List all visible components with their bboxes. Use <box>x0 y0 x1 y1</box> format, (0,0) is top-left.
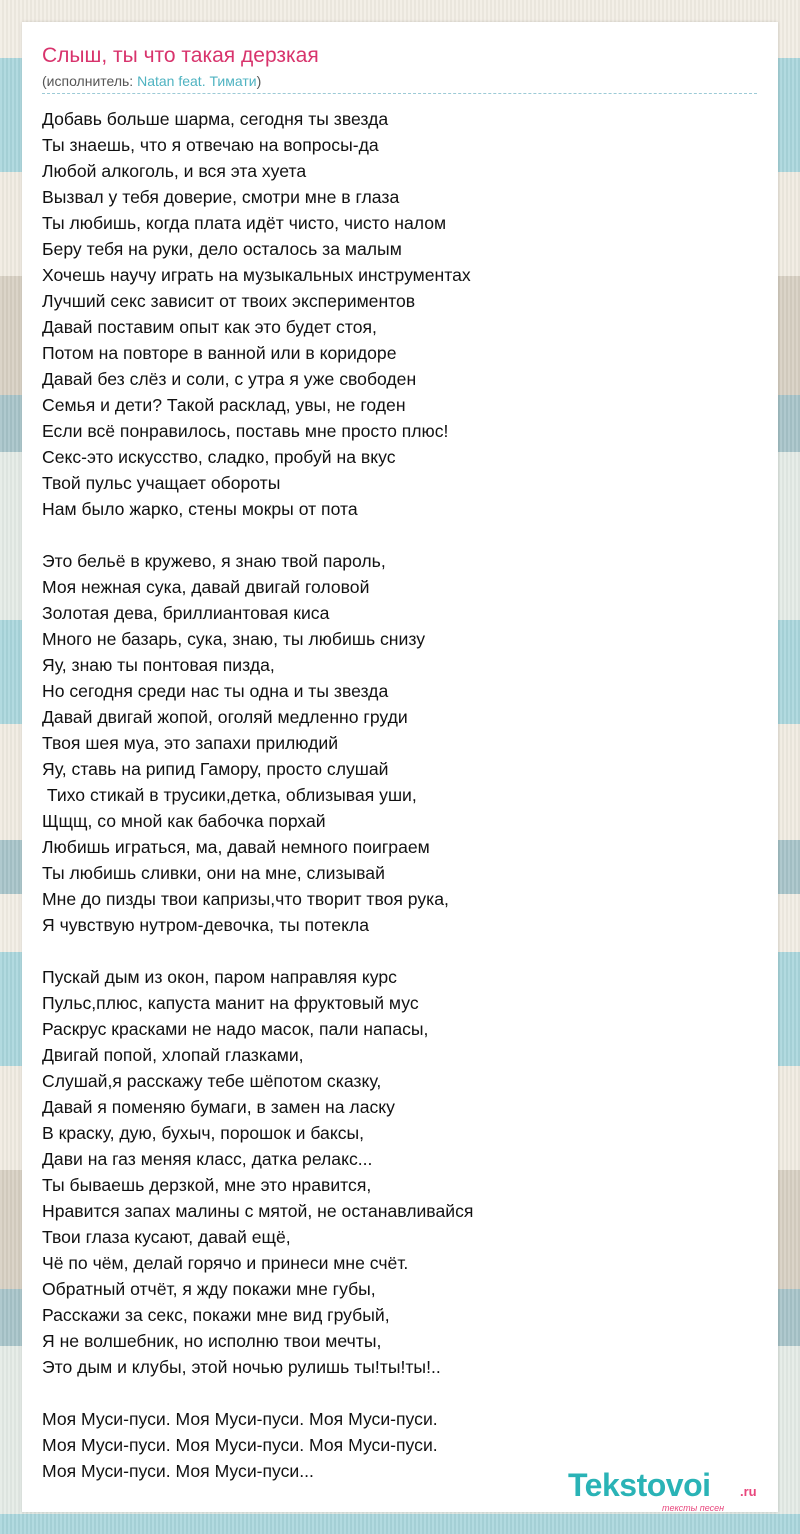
lyrics-text <box>42 106 757 1484</box>
lyric-line: Беру тебя на руки, дело осталось за малым <box>42 239 402 259</box>
lyric-line: Моя Муси-пуси. Моя Муси-пуси. Моя Муси-пуси. <box>42 1435 438 1455</box>
lyric-line: Давай я поменяю бумаги, в замен на ласку <box>42 1097 395 1117</box>
lyric-line: Нам было жарко, стены мокры от пота <box>42 499 358 519</box>
logo-domain: .ru <box>740 1484 757 1499</box>
artist-link[interactable]: Natan feat. Тимати <box>137 73 257 89</box>
lyric-line: Потом на повторе в ванной или в коридоре <box>42 343 397 363</box>
logo-tagline: тексты песен <box>662 1503 725 1513</box>
lyric-line: Двигай попой, хлопай глазками, <box>42 1045 304 1065</box>
lyric-line: Секс-это искусство, сладко, пробуй на вкус <box>42 447 396 467</box>
title-divider <box>42 93 757 94</box>
lyric-line: Яу, ставь на рипид Гамору, просто слушай <box>42 759 389 779</box>
lyric-line: Обратный отчёт, я жду покажи мне губы, <box>42 1279 376 1299</box>
lyric-line: Если всё понравилось, поставь мне просто плюс! <box>42 421 449 441</box>
lyric-line: Щщщ, со мной как бабочка порхай <box>42 811 326 831</box>
stanza-break <box>42 522 757 548</box>
lyric-line: Это дым и клубы, этой ночью рулишь ты!ты!ты!.. <box>42 1357 441 1377</box>
lyric-line: Но сегодня среди нас ты одна и ты звезда <box>42 681 389 701</box>
lyric-line: Я не волшебник, но исполню твои мечты, <box>42 1331 382 1351</box>
lyric-line: В краску, дую, бухыч, порошок и баксы, <box>42 1123 365 1143</box>
lyric-line: Давай двигай жопой, оголяй медленно груди <box>42 707 408 727</box>
lyrics-panel <box>22 22 778 1512</box>
lyric-line: Ты бываешь дерзкой, мне это нравится, <box>42 1175 372 1195</box>
stanza-break <box>42 938 757 964</box>
lyric-line: Ты любишь, когда плата идёт чисто, чисто налом <box>42 213 447 233</box>
lyric-line: Золотая дева, бриллиантовая киса <box>42 603 330 623</box>
lyric-line: Ты любишь сливки, они на мне, слизывай <box>42 863 385 883</box>
lyric-line: Пускай дым из окон, паром направляя курс <box>42 967 397 987</box>
lyric-line: Чё по чём, делай горячо и принеси мне счёт. <box>42 1253 409 1273</box>
stanza-break <box>42 1380 757 1406</box>
lyric-line: Нравится запах малины с мятой, не останавливайся <box>42 1201 474 1221</box>
site-logo[interactable] <box>568 1467 778 1515</box>
lyric-line: Твой пульс учащает обороты <box>42 473 281 493</box>
lyric-line: Много не базарь, сука, знаю, ты любишь снизу <box>42 629 425 649</box>
lyric-line: Хочешь научу играть на музыкальных инструментах <box>42 265 471 285</box>
lyric-line: Семья и дети? Такой расклад, увы, не годен <box>42 395 406 415</box>
lyric-line: Расскажи за секс, покажи мне вид грубый, <box>42 1305 390 1325</box>
lyric-line: Я чувствую нутром-девочка, ты потекла <box>42 915 370 935</box>
lyric-line: Слушай,я расскажу тебе шёпотом сказку, <box>42 1071 382 1091</box>
artist-prefix: (исполнитель: <box>42 73 138 89</box>
lyric-line: Твоя шея муа, это запахи прилюдий <box>42 733 339 753</box>
lyric-line: Моя нежная сука, давай двигай головой <box>42 577 370 597</box>
logo-wordmark: Tekstovoi <box>568 1467 711 1503</box>
lyric-line: Вызвал у тебя доверие, смотри мне в глаза <box>42 187 400 207</box>
lyric-line: Твои глаза кусают, давай ещё, <box>42 1227 291 1247</box>
lyric-line: Давай поставим опыт как это будет стоя, <box>42 317 377 337</box>
lyric-line: Добавь больше шарма, сегодня ты звезда <box>42 109 389 129</box>
lyric-line: Любишь играться, ма, давай немного поиграем <box>42 837 430 857</box>
lyric-line: Любой алкоголь, и вся эта хуета <box>42 161 307 181</box>
lyric-line: Ты знаешь, что я отвечаю на вопросы-да <box>42 135 379 155</box>
artist-suffix: ) <box>256 73 262 89</box>
artist-line <box>42 73 261 89</box>
lyric-line: Давай без слёз и соли, с утра я уже свободен <box>42 369 417 389</box>
lyric-line: Это бельё в кружево, я знаю твой пароль, <box>42 551 386 571</box>
lyric-line: Моя Муси-пуси. Моя Муси-пуси... <box>42 1461 314 1481</box>
lyric-line: Пульс,плюс, капуста манит на фруктовый мус <box>42 993 419 1013</box>
lyric-line: Тихо стикай в трусики,детка, облизывая уши, <box>42 785 417 805</box>
lyric-line: Лучший секс зависит от твоих экспериментов <box>42 291 416 311</box>
lyric-line: Раскрус красками не надо масок, пали напасы, <box>42 1019 429 1039</box>
lyric-line: Моя Муси-пуси. Моя Муси-пуси. Моя Муси-пуси. <box>42 1409 438 1429</box>
lyric-line: Мне до пизды твои капризы,что творит твоя рука, <box>42 889 449 909</box>
song-title: Слыш, ты что такая дерзкая <box>42 44 319 67</box>
lyric-line: Яу, знаю ты понтовая пизда, <box>42 655 275 675</box>
lyric-line: Дави на газ меняя класс, датка релакс... <box>42 1149 373 1169</box>
